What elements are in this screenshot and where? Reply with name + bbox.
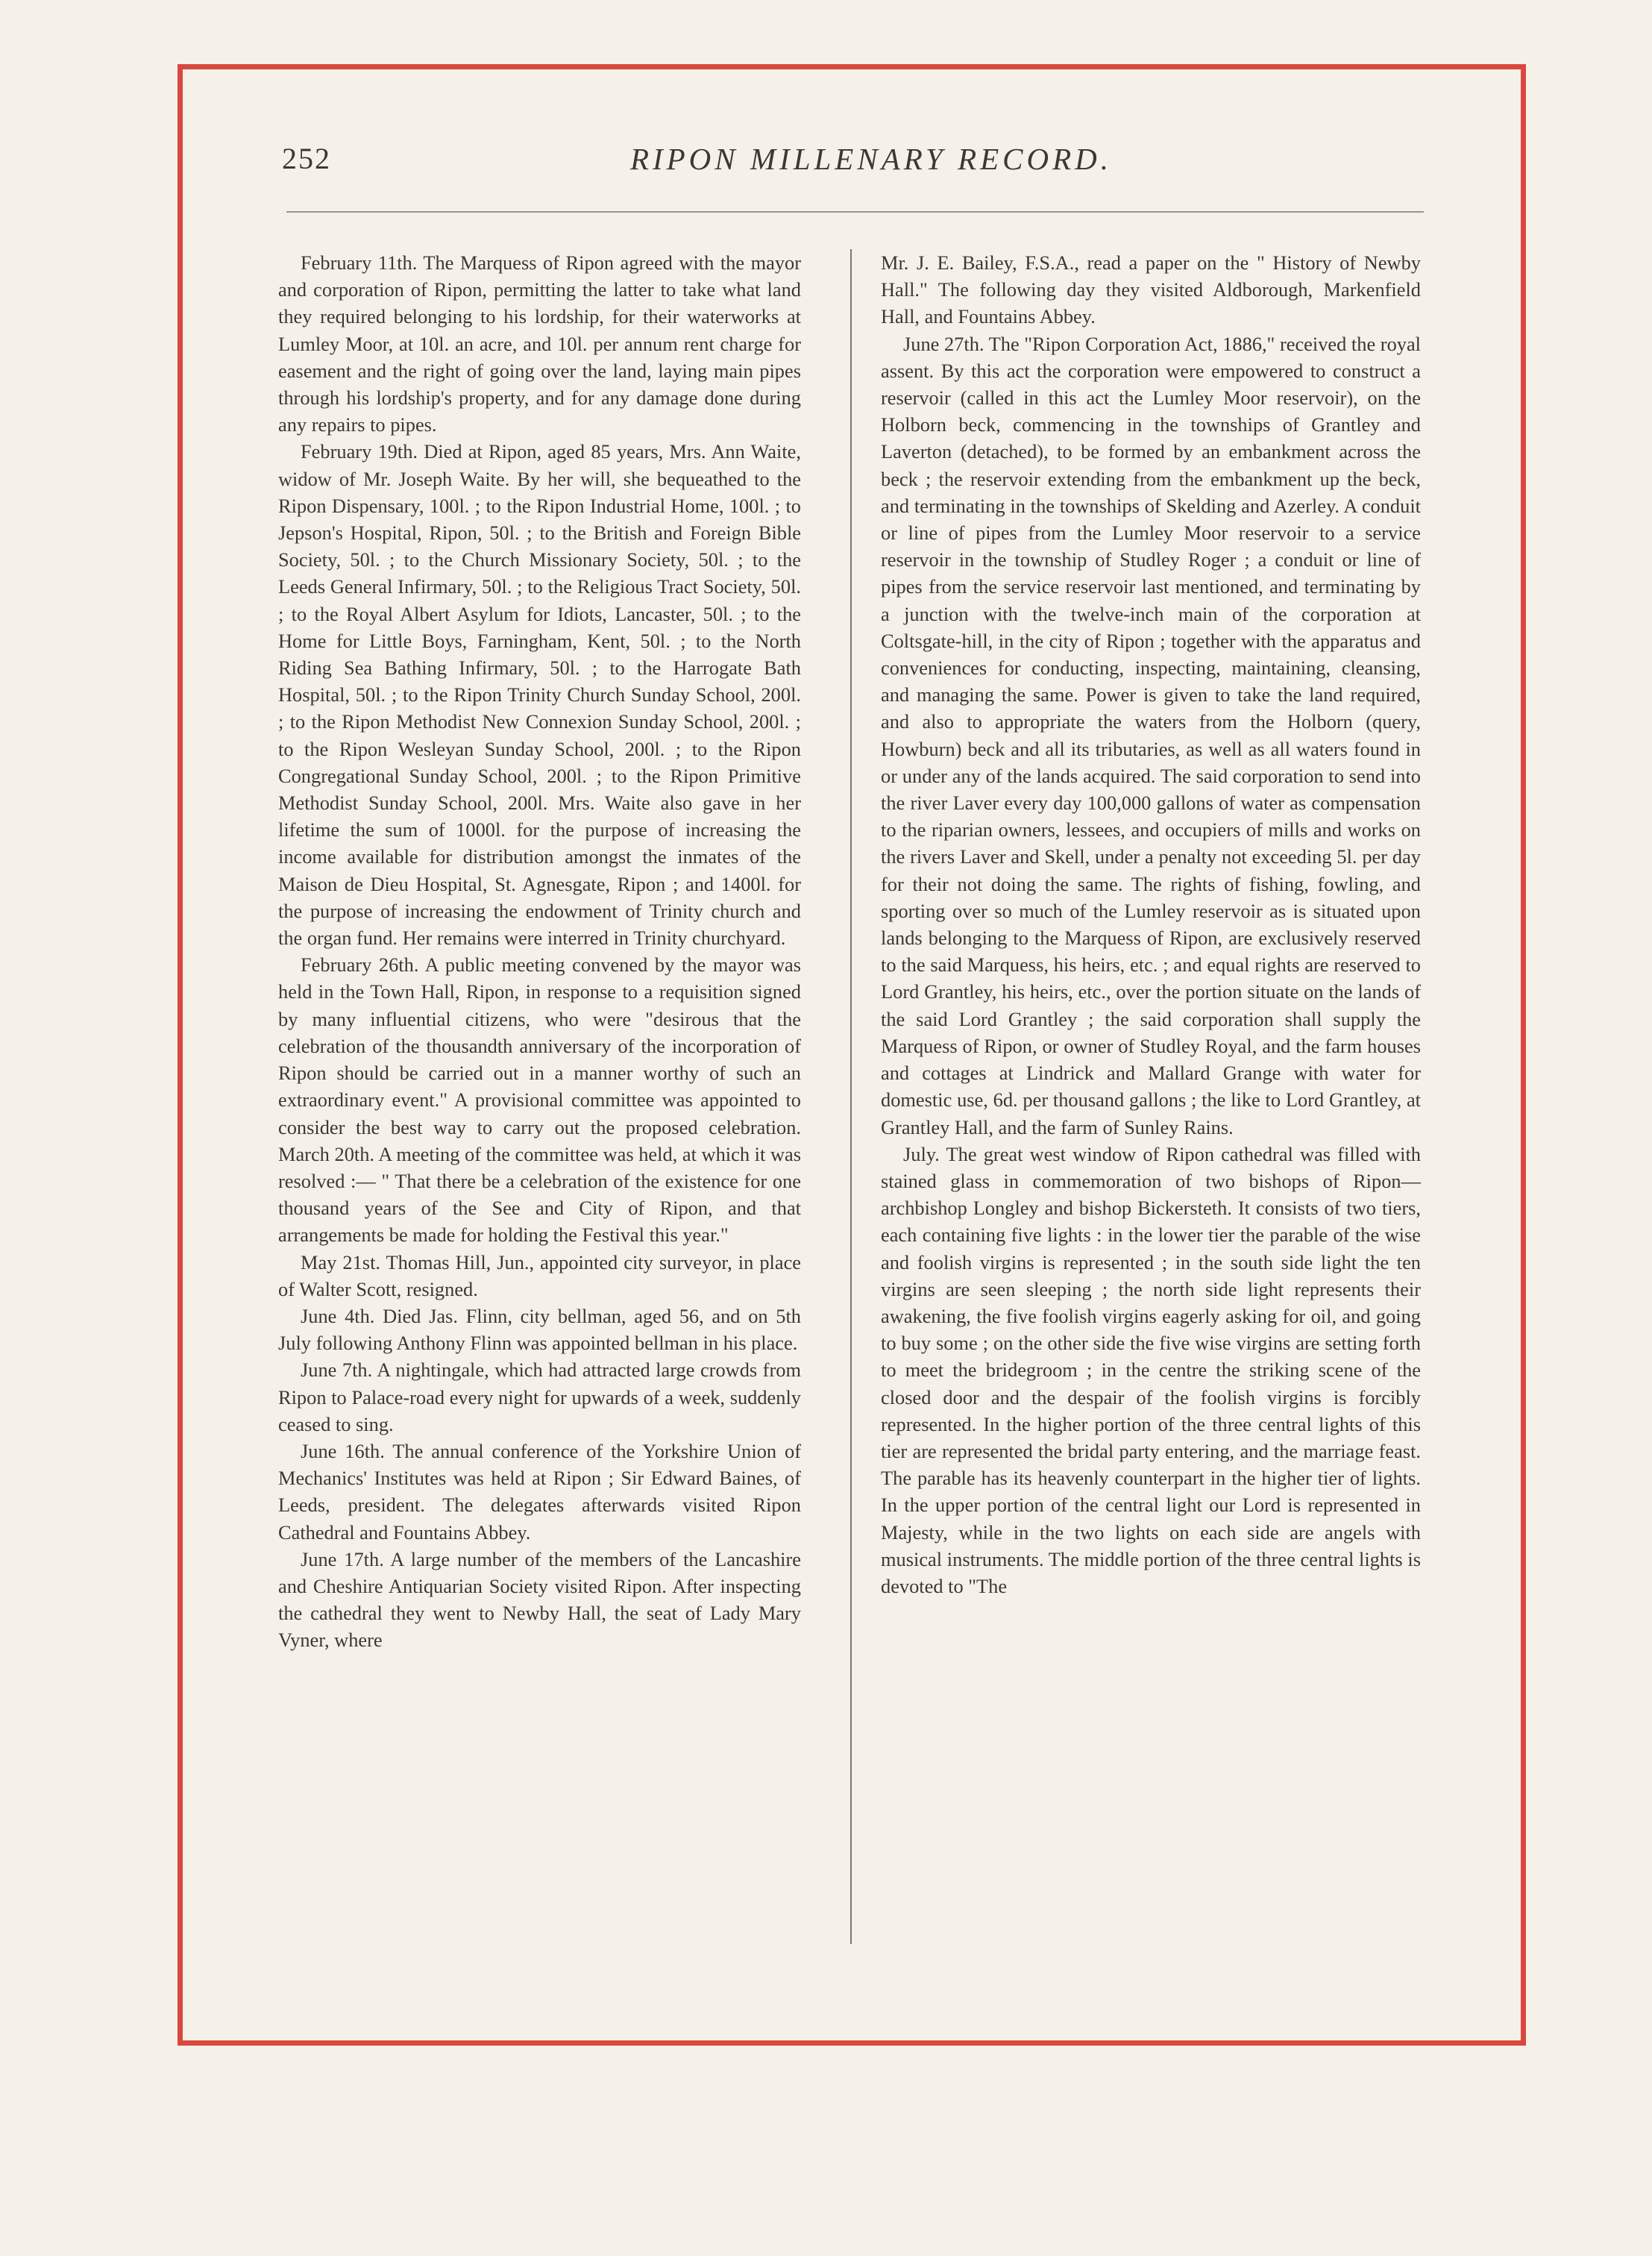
paragraph: May 21st. Thomas Hill, Jun., appointed city surveyor, in place of Walter Scott, resigned.: [278, 1250, 801, 1300]
paragraph: June 27th. The "Ripon Corporation Act, 1886," received the royal assent. By this act the corporation were empowered to construct a reservoir (called in this act the Lumley Moor reservoir), on the Holborn beck, commencing in the townships of Grantley and Laverton (detached), to be formed by an embankment across the beck ; the reservoir extending from the embankment up the beck, and terminating in the townships of Skelding and Azerley. A conduit or line of pipes from the Lumley Moor reservoir to a service reservoir in the township of Studley Roger ; a conduit or line of pipes from the service reservoir last mentioned, and terminating by a junction with the twelve-inch main of the corporation at Coltsgate-hill, in the city of Ripon ; together with the apparatus and conveniences for conducting, inspecting, maintaining, cleansing, and managing the same. Power is given to take the land required, and also to appropriate the waters from the Holborn (query, Howburn) beck and all its tributaries, as well as all waters found in or under any of the lands acquired. The said corporation to send into the river Laver every day 100,000 gallons of water as compensation to the riparian owners, lessees, and occupiers of mills and works on the rivers Laver and Skell, under a penalty not exceeding 5l. per day for their not doing the same. The rights of fishing, fowling, and sporting over so much of the Lumley reservoir as is situated upon lands belonging to the Marquess of Ripon, are exclusively reserved to the said Marquess, his heirs, etc. ; and equal rights are reserved to Lord Grantley, his heirs, etc., over the portion situate on the lands of the said Lord Grantley ; the said corporation shall supply the Marquess of Ripon, or owner of Studley Royal, and the farm houses and cottages at Lindrick and Mallard Grange with water for domestic use, 6d. per thousand gallons ; the like to Lord Grantley, at Grantley Hall, and the farm of Sunley Rains.: [881, 332, 1421, 1138]
page-number: 252: [282, 142, 331, 175]
paragraph: June 17th. A large number of the members of the Lancashire and Cheshire Antiquarian Society visited Ripon. After inspecting the cathedral they went to Newby Hall, the seat of Lady Mary Vyner, where: [278, 1547, 801, 1652]
paragraph: June 4th. Died Jas. Flinn, city bellman, aged 56, and on 5th July following Anthony Flinn was appointed bellman in his place.: [278, 1304, 801, 1355]
running-title: RIPON MILLENARY RECORD.: [629, 142, 1113, 176]
paragraph: February 11th. The Marquess of Ripon agreed with the mayor and corporation of Ripon, permitting the latter to take what land they required belonging to his lordship, for their waterworks at Lumley Moor, at 10l. an acre, and 10l. per annum rent charge for easement and the right of going over the land, laying main pipes through his lordship's property, and for any damage done during any repairs to pipes.: [278, 251, 801, 436]
paragraph: June 7th. A nightingale, which had attracted large crowds from Ripon to Palace-road every night for upwards of a week, suddenly ceased to sing.: [278, 1359, 801, 1435]
header-rule: [286, 211, 1424, 213]
column-divider: [850, 249, 852, 1944]
right-column: [881, 249, 1421, 1599]
page-header: [282, 137, 1430, 181]
paragraph: June 16th. The annual conference of the Yorkshire Union of Mechanics' Institutes was held at Ripon ; Sir Edward Baines, of Leeds, president. The delegates afterwards visited Ripon Cathedral and Fountains Abbey.: [278, 1439, 801, 1544]
left-column: [278, 249, 801, 1654]
paragraph: February 26th. A public meeting convened by the mayor was held in the Town Hall, Ripon, in response to a requisition signed by many influential citizens, who were "desirous that the celebration of the thousandth anniversary of the incorporation of Ripon should be carried out in a manner worthy of such an extraordinary event." A provisional committee was appointed to consider the best way to carry out the proposed celebration. March 20th. A meeting of the committee was held, at which it was resolved :— " That there be a celebration of the existence for one thousand years of the See and City of Ripon, and that arrangements be made for holding the Festival this year.": [278, 953, 801, 1247]
paragraph: February 19th. Died at Ripon, aged 85 years, Mrs. Ann Waite, widow of Mr. Joseph Waite. By her will, she bequeathed to the Ripon Dispensary, 100l. ; to the Ripon Industrial Home, 100l. ; to Jepson's Hospital, Ripon, 50l. ; to the British and Foreign Bible Society, 50l. ; to the Church Missionary Society, 50l. ; to the Leeds General Infirmary, 50l. ; to the Religious Tract Society, 50l. ; to the Royal Albert Asylum for Idiots, Lancaster, 50l. ; to the Home for Little Boys, Farningham, Kent, 50l. ; to the North Riding Sea Bathing Infirmary, 50l. ; to the Harrogate Bath Hospital, 50l. ; to the Ripon Trinity Church Sunday School, 200l. ; to the Ripon Methodist New Connexion Sunday School, 200l. ; to the Ripon Wesleyan Sunday School, 200l. ; to the Ripon Congregational Sunday School, 200l. ; to the Ripon Primitive Methodist Sunday School, 200l. Mrs. Waite also gave in her lifetime the sum of 1000l. for the purpose of increasing the income available for distribution amongst the inmates of the Maison de Dieu Hospital, St. Agnesgate, Ripon ; and 1400l. for the purpose of increasing the endowment of Trinity church and the organ fund. Her remains were interred in Trinity churchyard.: [278, 440, 801, 950]
paragraph-continuation: Mr. J. E. Bailey, F.S.A., read a paper on the " History of Newby Hall." The following day they visited Aldborough, Markenfield Hall, and Fountains Abbey.: [881, 251, 1421, 328]
paragraph: July. The great west window of Ripon cathedral was filled with stained glass in commemoration of two bishops of Ripon—archbishop Longley and bishop Bickersteth. It consists of two tiers, each containing five lights : in the lower tier the parable of the wise and foolish virgins is represented ; in the south side light the ten virgins are seen sleeping ; the north side light represents their awakening, the five foolish virgins eagerly asking for oil, and going to buy some ; on the other side the five wise virgins are setting forth to meet the bridegroom ; in the centre the striking scene of the closed door and the despair of the foolish virgins is forcibly represented. In the higher portion of the three central lights of this tier are represented the bridal party entering, and the marriage feast. The parable has its heavenly counterpart in the higher tier of lights. In the upper portion of the central light our Lord is represented in Majesty, while in the two lights on each side are angels with musical instruments. The middle portion of the three central lights is devoted to "The: [881, 1142, 1421, 1597]
